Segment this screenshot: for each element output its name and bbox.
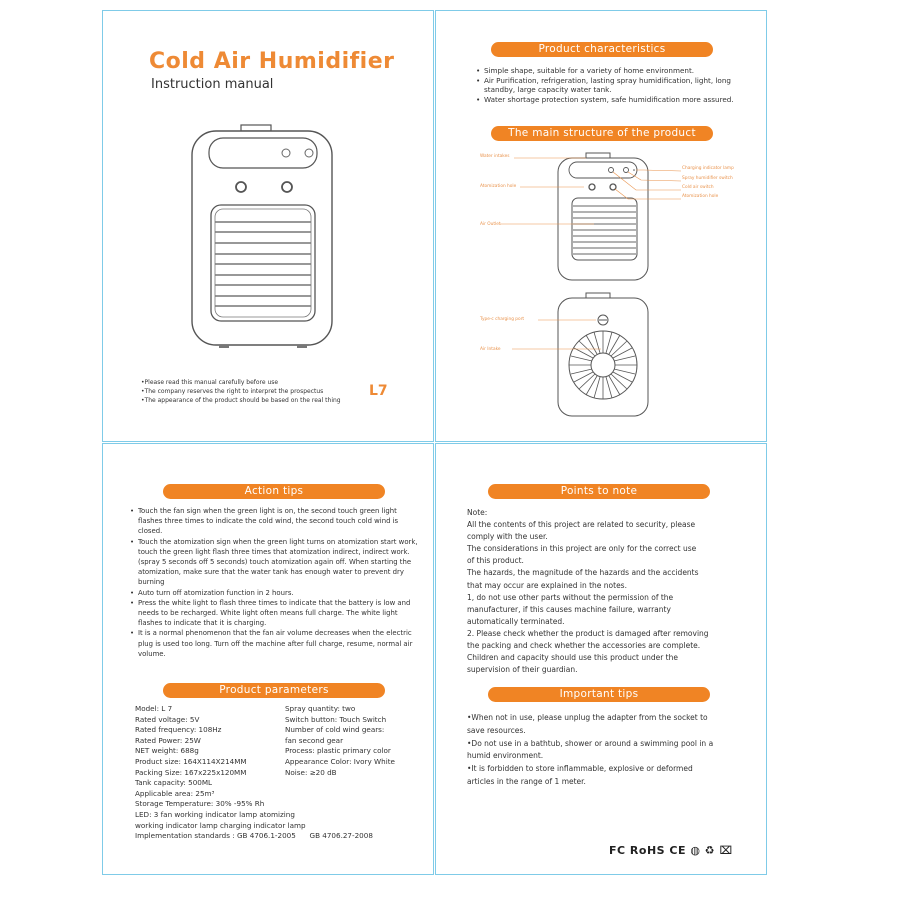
param-item: Product size: 164X114X214MM: [135, 756, 247, 766]
note-line: The considerations in this project are only for the correct use: [467, 544, 697, 554]
note-line: automatically terminated.: [467, 616, 565, 626]
param-item: Tank capacity: 500ML: [135, 778, 213, 788]
section-heading-action-tips: Action tips: [163, 484, 385, 499]
cover-title: Cold Air Humidifier: [149, 49, 395, 74]
structure-back-diagram: [476, 291, 676, 421]
param-item: Implementation standards : GB 4706.1-2005 GB 4706.27-2008: [135, 831, 373, 841]
note-line: that may occur are explained in the notes.: [467, 580, 627, 590]
param-item: Rated Power: 25W: [135, 735, 201, 745]
param-item: Rated frequency: 108Hz: [135, 725, 222, 735]
param-item: Rated voltage: 5V: [135, 714, 200, 724]
label-air-outlet: Air Outlet: [480, 222, 501, 227]
tip-line: •Do not use in a bathtub, shower or around a swimming pool in a: [467, 738, 714, 748]
label-atomization-hole-left: Atomization hole: [480, 184, 517, 189]
param-item: LED: 3 fan working indicator lamp atomizing: [135, 809, 295, 819]
section-heading-characteristics: Product characteristics: [491, 42, 713, 57]
label-spray-switch: Spray humidifier switch: [682, 176, 733, 181]
cover-note: •The company reserves the right to interpret the prospectus: [141, 388, 324, 395]
note-line: comply with the user.: [467, 532, 548, 542]
label-atomization-hole-right: Atomization hole: [682, 194, 719, 199]
cover-subtitle: Instruction manual: [151, 77, 274, 92]
section-heading-parameters: Product parameters: [163, 683, 385, 698]
param-item: Switch button: Touch Switch: [285, 714, 387, 724]
param-item: Applicable area: 25m³: [135, 788, 215, 798]
tip-line: save resources.: [467, 725, 526, 735]
note-line: supervision of their guardian.: [467, 665, 578, 675]
section-heading-points-to-note: Points to note: [488, 484, 710, 499]
cover-note: •Please read this manual carefully before use: [141, 379, 279, 386]
param-item: fan second gear: [285, 735, 344, 745]
cover-note: •The appearance of the product should be based on the real thing: [141, 397, 341, 404]
characteristics-list: [476, 66, 736, 104]
list-item: • Auto turn off atomization function in 2 hours.: [130, 588, 420, 598]
param-item: working indicator lamp charging indicator lamp: [135, 820, 306, 830]
list-item: • Simple shape, suitable for a variety of home environment.: [476, 66, 736, 76]
param-item: Packing Size: 167x225x120MM: [135, 767, 247, 777]
section-heading-important-tips: Important tips: [488, 687, 710, 702]
note-line: 1, do not use other parts without the permission of the: [467, 592, 674, 602]
param-item: Number of cold wind gears:: [285, 725, 385, 735]
param-item: Appearance Color: Ivory White: [285, 756, 395, 766]
list-item: • Press the white light to flash three times to indicate that the battery is low and needs to be recharged. White light often means full charge. The white light flashes to indicate that it is charging.: [130, 598, 420, 629]
label-water-intakes: Water intakes: [480, 154, 510, 159]
note-line: the packing and check whether the accessories are complete.: [467, 641, 701, 651]
list-item: • Air Purification, refrigeration, lasting spray humidification, light, long standby, large capacity water tank.: [476, 76, 736, 95]
tip-line: humid environment.: [467, 751, 544, 761]
notes-panel: [435, 443, 767, 875]
action-tips-panel: [102, 443, 434, 875]
note-line: Children and capacity should use this product under the: [467, 653, 678, 663]
label-cold-air-switch: Cold air switch: [682, 185, 714, 190]
tip-line: •It is forbidden to store inflammable, explosive or deformed: [467, 764, 693, 774]
label-charging-indicator: Charging indicator lamp: [682, 166, 734, 171]
tip-line: articles in the range of 1 meter.: [467, 776, 586, 786]
certification-marks: FC RoHS CE ◍ ♻ ⌧: [609, 844, 733, 857]
param-item: Process: plastic primary color: [285, 746, 391, 756]
action-tips-list: [130, 506, 420, 659]
characteristics-panel: [435, 10, 767, 442]
list-item: • Touch the fan sign when the green light is on, the second touch green light flashes three times to indicate the cold wind, the second touch cold wind is closed.: [130, 506, 420, 537]
tip-line: •When not in use, please unplug the adapter from the socket to: [467, 713, 708, 722]
note-line: manufacturer, if this causes machine failure, warranty: [467, 604, 671, 614]
note-line: The hazards, the magnitude of the hazards and the accidents: [467, 568, 699, 578]
list-item: • Water shortage protection system, safe humidification more assured.: [476, 95, 736, 105]
label-type-c-port: Type-c charging port: [480, 317, 525, 322]
section-heading-structure: The main structure of the product: [491, 126, 713, 141]
manual-sheet: [102, 10, 768, 876]
structure-front-diagram: [476, 151, 756, 286]
note-line: Note:: [467, 508, 488, 517]
note-line: of this product.: [467, 556, 524, 566]
note-line: 2. Please check whether the product is damaged after removing: [467, 628, 709, 638]
param-item: Spray quantity: two: [285, 704, 356, 713]
cover-panel: [102, 10, 434, 442]
note-line: All the contents of this project are related to security, please: [467, 520, 696, 530]
param-item: Model: L 7: [135, 704, 173, 713]
list-item: • Touch the atomization sign when the green light turns on atomization start work, touch the green light flash three times that atomization indirect, indirect work. (spray 5 seconds off 5 seconds) touch atomization again off. When starting the atomization, make sure that the water tank has enough water to prevent dry burning: [130, 537, 420, 588]
param-item: NET weight: 688g: [135, 746, 199, 756]
cover-notes: [141, 378, 341, 405]
important-tips-text: [467, 712, 762, 789]
param-item: Noise: ≥20 dB: [285, 767, 337, 777]
parameters-right-column: [285, 704, 395, 778]
label-air-intake: Air Intake: [480, 347, 501, 352]
list-item: • It is a normal phenomenon that the fan air volume decreases when the electric plug is used too long. Turn off the machine after full charge, resume, normal air volume.: [130, 628, 420, 659]
param-item: Storage Temperature: 30% -95% Rh: [135, 799, 265, 809]
humidifier-front-illustration: [189, 123, 335, 355]
model-mark: L7: [369, 383, 388, 399]
points-to-note-text: [467, 507, 757, 676]
